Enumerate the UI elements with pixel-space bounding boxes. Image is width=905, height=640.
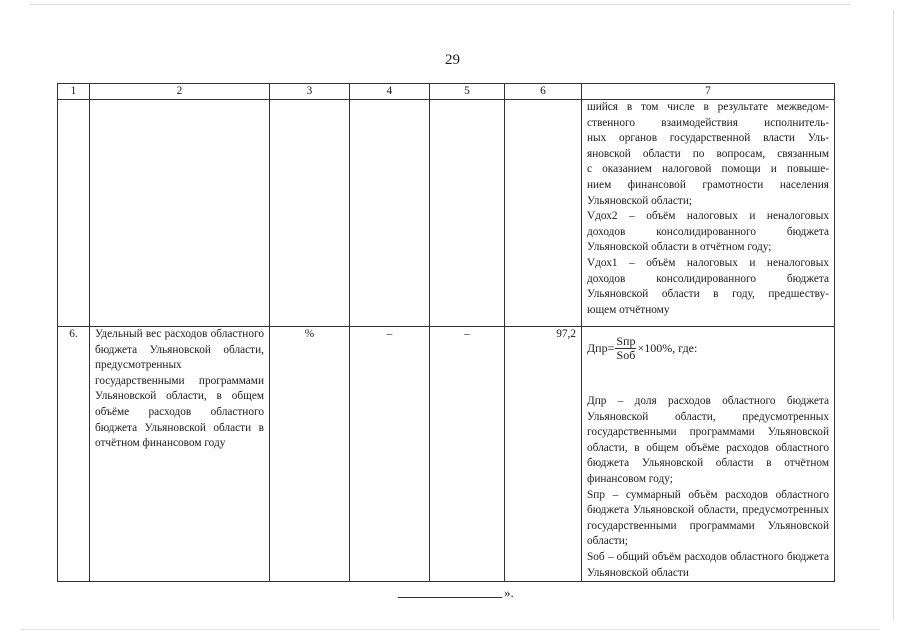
definition-dpr: Дпр – доля расходов областного бюджета Ульяновской области, предусмотренных государственными программами Ульяновской области, в общем объёме расходов областного бюджета Ульяновской области в отчётном финансовом году; bbox=[587, 395, 829, 485]
cont-line: с оказанием налоговой помощи и повыше- bbox=[587, 163, 829, 176]
cont-line: шийся в том числе в результате межведом- bbox=[587, 101, 829, 113]
cont-cell-6 bbox=[505, 100, 582, 327]
table-row-6 bbox=[58, 327, 835, 582]
formula-rhs: ×100%, где: bbox=[637, 340, 698, 355]
row6-unit: % bbox=[270, 327, 350, 582]
header-col-5: 5 bbox=[430, 84, 505, 100]
cont-line: ющем отчётному bbox=[587, 303, 670, 316]
footer-closing-mark: ». bbox=[504, 585, 514, 600]
footer-rule bbox=[398, 597, 502, 598]
header-col-2: 2 bbox=[90, 84, 270, 100]
header-col-3: 3 bbox=[270, 84, 350, 100]
header-col-4: 4 bbox=[350, 84, 430, 100]
cont-cell-2 bbox=[90, 100, 270, 327]
row6-col4: – bbox=[350, 327, 430, 582]
formula-fraction bbox=[615, 335, 636, 362]
scan-artifact-right bbox=[893, 10, 894, 620]
cont-line: Vдох1 – объём налоговых и неналоговых bbox=[587, 256, 829, 269]
scan-artifact-top bbox=[30, 4, 850, 5]
cont-line: ных органов государственной власти Уль- bbox=[587, 132, 829, 145]
scan-artifact-bottom bbox=[20, 629, 880, 630]
definition-sob: Sоб – общий объём расходов областного бюджета Ульяновской области bbox=[587, 550, 829, 579]
formula-numerator: Sпр bbox=[616, 334, 636, 348]
header-col-7: 7 bbox=[582, 84, 835, 100]
cont-line: Vдох2 – объём налоговых и неналоговых bbox=[587, 210, 829, 223]
formula bbox=[587, 335, 829, 362]
row6-indicator: Удельный вес расходов областного бюджета Ульяновской области, предусмотренных государственными программами Ульяновской области, в общем объёме расходов областного бюджета Ульяновской области в отчётном финансовом году bbox=[90, 327, 270, 582]
indicators-table bbox=[57, 83, 835, 582]
definition-spr: Sпр – суммарный объём расходов областного бюджета Ульяновской области, предусмотренных государственными программами Ульяновской области; bbox=[587, 488, 829, 548]
cont-line: доходов консолидированного бюджета bbox=[587, 272, 829, 285]
header-col-6: 6 bbox=[505, 84, 582, 100]
formula-lhs: Дпр= bbox=[587, 340, 615, 355]
header-col-1: 1 bbox=[58, 84, 90, 100]
row6-col5: – bbox=[430, 327, 505, 582]
cont-cell-1 bbox=[58, 100, 90, 327]
row6-methodology bbox=[582, 327, 835, 582]
cont-cell-7 bbox=[582, 100, 835, 327]
cont-line: доходов консолидированного бюджета bbox=[587, 225, 829, 238]
cont-line: ственного взаимодействия исполнитель- bbox=[587, 116, 829, 129]
cont-line: яновской области по вопросам, связанным bbox=[587, 147, 829, 160]
row6-number: 6. bbox=[58, 327, 90, 582]
formula-denominator: Sоб bbox=[616, 348, 636, 362]
cont-cell-3 bbox=[270, 100, 350, 327]
cont-line: Ульяновской области в отчётном году; bbox=[587, 241, 772, 254]
cont-cell-5 bbox=[430, 100, 505, 327]
row6-value: 97,2 bbox=[505, 327, 582, 582]
table-row-continuation bbox=[58, 100, 835, 327]
table-header-row bbox=[58, 84, 835, 100]
page-number: 29 bbox=[445, 52, 460, 68]
cont-cell-4 bbox=[350, 100, 430, 327]
cont-line: нием финансовой грамотности населения bbox=[587, 178, 829, 191]
cont-line: Ульяновской области в году, предшеству- bbox=[587, 288, 829, 301]
cont-line: Ульяновской области; bbox=[587, 194, 693, 207]
